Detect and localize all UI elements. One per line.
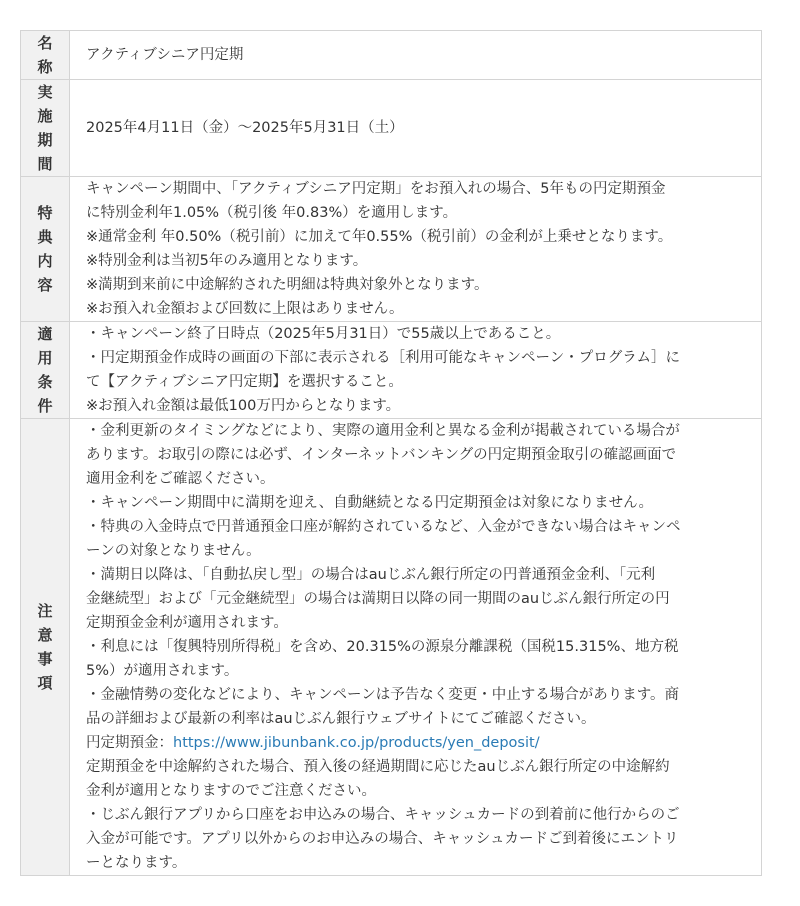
- note-line: 品の詳細および最新の利率はauじぶん銀行ウェブサイトにてご確認ください。: [86, 711, 596, 727]
- benefit-line: に特別金利年1.05%（税引後 年0.83%）を適用します。: [86, 205, 458, 221]
- row-name: [21, 31, 762, 80]
- note-line: ーとなります。: [86, 855, 187, 871]
- note-line: ーンの対象となりません。: [86, 543, 261, 559]
- note-line: ・じぶん銀行アプリから口座をお申込みの場合、キャッシュカードの到着前に他行からのご: [86, 807, 680, 823]
- campaign-table: [20, 30, 762, 876]
- note-link-line: [86, 731, 745, 755]
- note-line: 定期預金を中途解約された場合、預入後の経過期間に応じたauじぶん銀行所定の中途解約: [86, 759, 670, 775]
- note-line: ・満期日以降は、「自動払戻し型」の場合はauじぶん銀行所定の円普通預金金利、「元利: [86, 567, 656, 583]
- note-line: ・特典の入金時点で円普通預金口座が解約されているなど、入金ができない場合はキャンペ: [86, 519, 681, 535]
- note-line: あります。お取引の際には必ず、インターネットバンキングの円定期預金取引の確認画面で: [86, 447, 677, 463]
- label-conditions-text: 適用条件: [37, 325, 53, 415]
- row-conditions: [21, 322, 762, 419]
- value-conditions: [70, 322, 762, 419]
- benefit-line: ※お預入れ金額および回数に上限はありません。: [86, 301, 404, 317]
- label-period-text: 実施期間: [37, 83, 53, 173]
- condition-line: ・円定期預金作成時の画面の下部に表示される［利用可能なキャンペーン・プログラム］に: [86, 350, 681, 366]
- label-notes-text: 注意事項: [37, 602, 53, 692]
- benefit-line: ※満期到来前に中途解約された明細は特典対象外となります。: [86, 277, 489, 293]
- label-benefit-text: 特典内容: [37, 204, 53, 294]
- benefit-line: ※通常金利 年0.50%（税引前）に加えて年0.55%（税引前）の金利が上乗せとなります。: [86, 229, 673, 245]
- note-line: ・金融情勢の変化などにより、キャンペーンは予告なく変更・中止する場合があります。商: [86, 687, 680, 703]
- campaign-name-text: アクティブシニア円定期: [86, 47, 244, 63]
- note-line: 適用金利をご確認ください。: [86, 471, 275, 487]
- label-period: [21, 80, 70, 177]
- benefit-line: キャンペーン期間中、「アクティブシニア円定期」をお預入れの場合、5年もの円定期預金: [86, 181, 666, 197]
- note-line: ・金利更新のタイミングなどにより、実際の適用金利と異なる金利が掲載されている場合が: [86, 423, 680, 439]
- note-line: 5%）が適用されます。: [86, 663, 239, 679]
- label-notes: [21, 419, 70, 876]
- condition-line: て【アクティブシニア円定期】を選択すること。: [86, 374, 403, 390]
- row-period: [21, 80, 762, 177]
- note-line: ・利息には「復興特別所得税」を含め、20.315%の源泉分離課税（国税15.315%、地方税: [86, 639, 679, 655]
- note-line: ・キャンペーン期間中に満期を迎え、自動継続となる円定期預金は対象になりません。: [86, 495, 653, 511]
- note-line: 金利が適用となりますのでご注意ください。: [86, 783, 376, 799]
- note-line: 入金が可能です。アプリ以外からのお申込みの場合、キャッシュカードご到着後にエントリ: [86, 831, 679, 847]
- condition-line: ※お預入れ金額は最低100万円からとなります。: [86, 398, 401, 414]
- label-name: [21, 31, 70, 80]
- benefit-line: ※特別金利は当初5年のみ適用となります。: [86, 253, 368, 269]
- label-benefit: [21, 177, 70, 322]
- value-name: [70, 31, 762, 80]
- row-benefit: [21, 177, 762, 322]
- yen-deposit-link[interactable]: https://www.jibunbank.co.jp/products/yen_deposit/: [173, 735, 540, 751]
- note-line: 定期預金金利が適用されます。: [86, 615, 288, 631]
- condition-line: ・キャンペーン終了日時点（2025年5月31日）で55歳以上であること。: [86, 326, 561, 342]
- campaign-details: [20, 30, 762, 876]
- value-notes: [70, 419, 762, 876]
- note-line: 金継続型」および「元金継続型」の場合は満期日以降の同一期間のauじぶん銀行所定の円: [86, 591, 670, 607]
- label-name-text: 名称: [37, 34, 53, 76]
- campaign-period-text: 2025年4月11日（金）〜2025年5月31日（土）: [86, 120, 404, 136]
- value-benefit: [70, 177, 762, 322]
- link-prefix: 円定期預金：: [86, 735, 173, 751]
- row-notes: [21, 419, 762, 876]
- label-conditions: [21, 322, 70, 419]
- value-period: [70, 80, 762, 177]
